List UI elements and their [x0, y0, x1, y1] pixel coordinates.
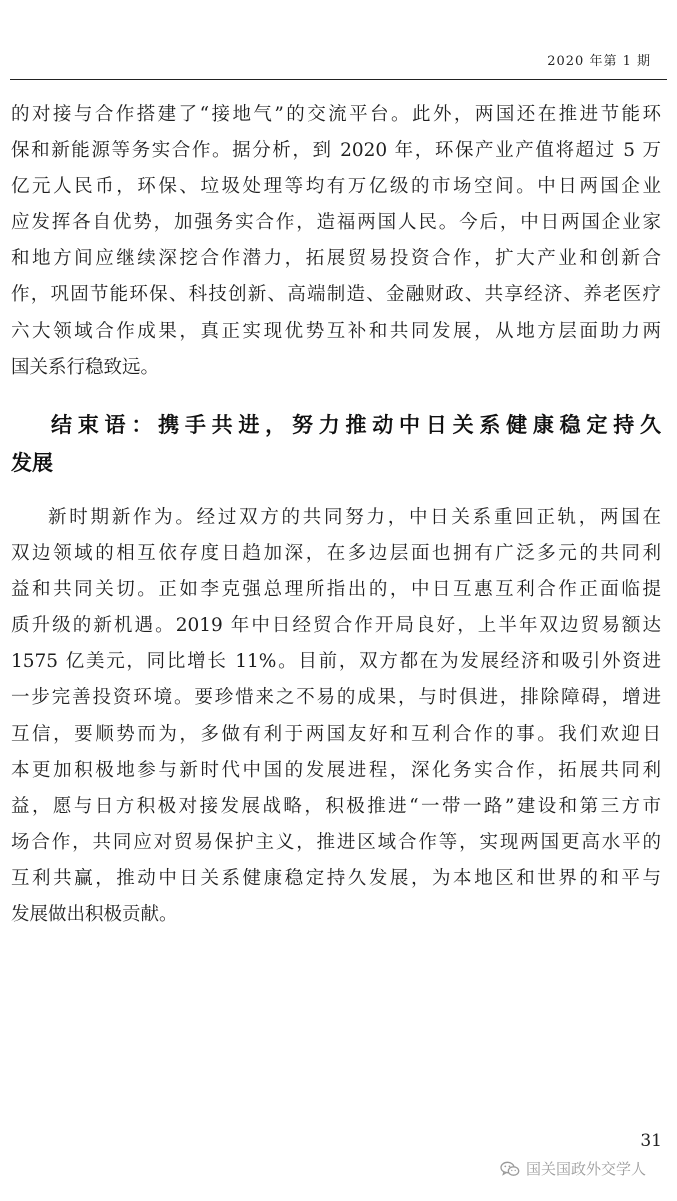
text-line: 互利共赢，推动中日关系健康稳定持久发展，为本地区和世界的和平与 [11, 867, 661, 889]
body-paragraph-2 [11, 500, 661, 933]
text-line: 双边领域的相互依存度日趋加深，在多边层面也拥有广泛多元的共同利 [11, 543, 661, 565]
section-heading [11, 406, 661, 482]
text-line: 作，巩固节能环保、科技创新、高端制造、金融财政、共享经济、养老医疗 [11, 284, 661, 306]
text-line: 1575 亿美元，同比增长 11%。目前，双方都在为发展经济和吸引外资进 [11, 651, 661, 673]
text-line: 应发挥各自优势，加强务实合作，造福两国人民。今后，中日两国企业家 [11, 212, 661, 234]
journal-issue-header: 2020 年第 1 期 [547, 54, 651, 69]
text-line: 六大领域合作成果，真正实现优势互补和共同发展，从地方层面助力两 [11, 320, 661, 342]
header-rule [10, 79, 667, 80]
text-line: 本更加积极地参与新时代中国的发展进程，深化务实合作，拓展共同利 [11, 759, 661, 781]
page-number: 31 [640, 1131, 662, 1151]
watermark-text: 国关国政外交学人 [526, 1160, 647, 1178]
body-paragraph-1 [11, 97, 661, 386]
text-line: 益和共同关切。正如李克强总理所指出的，中日互惠互利合作正面临提 [11, 579, 661, 601]
wechat-icon [500, 1161, 520, 1177]
text-line: 互信，要顺势而为，多做有利于两国友好和互利合作的事。我们欢迎日 [11, 723, 661, 745]
watermark [500, 1158, 670, 1179]
text-line: 的对接与合作搭建了“接地气”的交流平台。此外，两国还在推进节能环 [11, 104, 661, 125]
text-line: 一步完善投资环境。要珍惜来之不易的成果，与时俱进，排除障碍，增进 [11, 687, 661, 709]
heading-line: 发展 [11, 451, 53, 475]
text-line: 益，愿与日方积极对接发展战略，积极推进“一带一路”建设和第三方市 [11, 795, 661, 817]
text-line: 和地方间应继续深挖合作潜力，拓展贸易投资合作，扩大产业和创新合 [11, 248, 661, 270]
text-line: 质升级的新机遇。2019 年中日经贸合作开局良好，上半年双边贸易额达 [11, 615, 661, 637]
text-line: 亿元人民币，环保、垃圾处理等均有万亿级的市场空间。中日两国企业 [11, 176, 661, 198]
text-line: 新时期新作为。经过双方的共同努力，中日关系重回正轨，两国在 [48, 507, 661, 528]
text-line: 场合作，共同应对贸易保护主义，推进区域合作等，实现两国更高水平的 [11, 831, 661, 853]
text-line: 保和新能源等务实合作。据分析，到 2020 年，环保产业产值将超过 5 万 [11, 140, 661, 162]
heading-line: 结束语：携手共进，努力推动中日关系健康稳定持久 [51, 413, 661, 437]
text-line: 发展做出积极贡献。 [11, 904, 178, 926]
text-line: 国关系行稳致远。 [11, 356, 160, 378]
